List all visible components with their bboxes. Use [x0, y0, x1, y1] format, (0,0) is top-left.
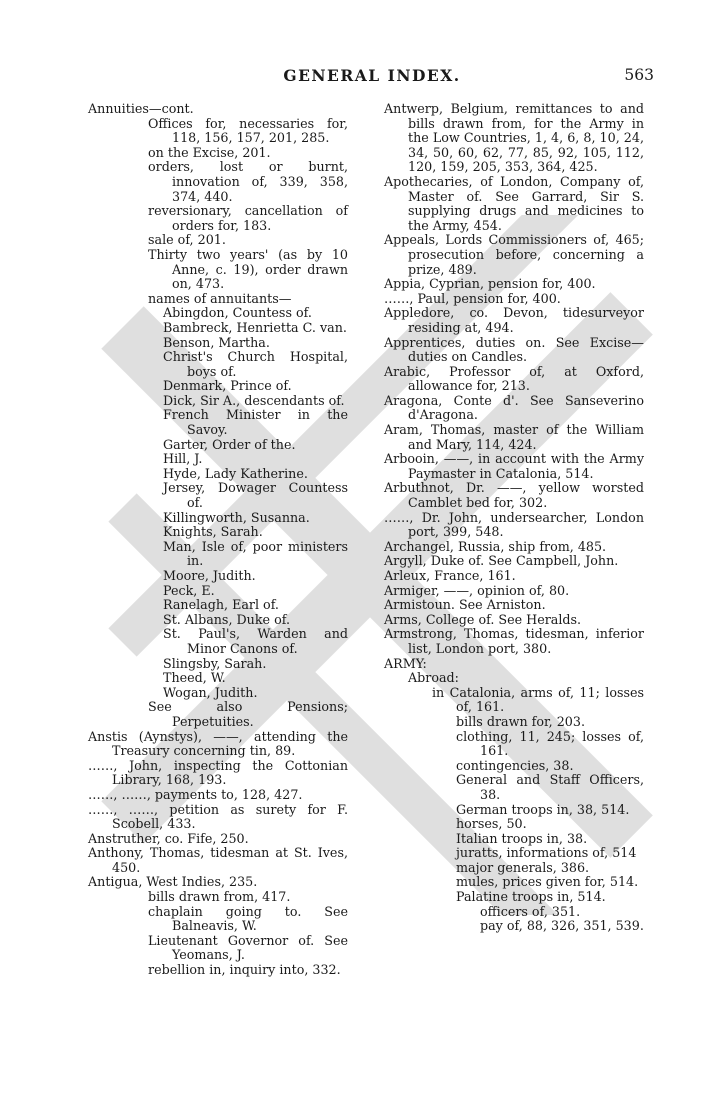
index-entry: Benson, Martha.: [163, 334, 270, 350]
index-entry: See also Pensions; Perpetuities.: [148, 699, 348, 729]
index-entry: Appia, Cyprian, pension for, 400.: [384, 276, 596, 292]
index-entry: Theed, W.: [163, 670, 226, 686]
index-entry: names of annuitants—: [148, 290, 292, 306]
index-entry: Denmark, Prince of.: [163, 378, 292, 394]
index-entry: ……, Paul, pension for, 400.: [384, 290, 561, 306]
running-title: GENERAL INDEX.: [283, 66, 461, 85]
index-entry: pay of, 88, 326, 351, 539.: [480, 918, 644, 934]
index-entry: French Minister in the Savoy.: [163, 407, 348, 438]
index-entry: sale of, 201.: [148, 232, 226, 248]
index-entry: Arbooin, ——, in account with the Army Paymaster in Catalonia, 514.: [384, 451, 644, 481]
index-entry: contingencies, 38.: [456, 757, 574, 773]
index-entry: Anthony, Thomas, tidesman at St. Ives, 450.: [88, 845, 348, 875]
index-entry: Palatine troops in, 514.: [456, 889, 606, 905]
index-entry: Garter, Order of the.: [163, 436, 296, 452]
index-entry: Italian troops in, 38.: [456, 830, 588, 846]
index-entry: Bambreck, Henrietta C. van.: [163, 319, 347, 335]
index-entry: horses, 50.: [456, 816, 527, 832]
index-entry: Killingworth, Susanna.: [163, 509, 310, 525]
index-entry: Moore, Judith.: [163, 568, 256, 583]
index-entry: Armistoun. See Arniston.: [384, 597, 546, 613]
index-entry: Antigua, West Indies, 235.: [88, 874, 258, 890]
index-entry: major generals, 386.: [456, 859, 590, 875]
index-entry: reversionary, cancellation of orders for, 183.: [148, 203, 348, 233]
index-entry: St. Albans, Duke of.: [163, 611, 290, 627]
index-entry: Christ's Church Hospital, boys of.: [163, 349, 348, 379]
index-entry: Armstrong, Thomas, tidesman, inferior list, London port, 380.: [384, 626, 644, 656]
index-entry: juratts, informations of, 514: [456, 845, 637, 861]
page-number: 563: [624, 66, 654, 84]
index-entry: Peck, E.: [163, 582, 215, 598]
index-entry: Apprentices, duties on. See Excise—duties on Candles.: [384, 334, 644, 365]
index-entry: Antwerp, Belgium, remittances to and bills drawn from, for the Army in the Low Countries, 1, 4, 6, 8, 10, 24, 34, 50, 60, 62, 77, 85, 92, 105, 112, 120, 159, 205, 353, 364, 425.: [384, 101, 644, 175]
index-entry: St. Paul's, Warden and Minor Canons of.: [163, 626, 348, 656]
index-entry: mules, prices given for, 514.: [456, 874, 639, 890]
index-entry: Appeals, Lords Commissioners of, 465; prosecution before, concerning a prize, 489.: [384, 232, 644, 277]
index-entry: Offices for, necessaries for, 118, 156, 157, 201, 285.: [148, 115, 348, 146]
page-header: [90, 66, 654, 90]
index-entry: Thirty two years' (as by 10 Anne, c. 19), order drawn on, 473.: [148, 246, 348, 292]
index-entry: General and Staff Officers, 38.: [456, 772, 644, 802]
index-entry: Aram, Thomas, master of the William and Mary, 114, 424.: [384, 422, 644, 452]
index-entry: Anstis (Aynstys), ——, attending the Treasury concerning tin, 89.: [88, 728, 348, 759]
index-entry: Aragona, Conte d'. See Sanseverino d'Aragona.: [384, 392, 644, 423]
index-entry: Knights, Sarah.: [163, 524, 263, 540]
index-entry: Wogan, Judith.: [163, 684, 258, 700]
index-entry: Abingdon, Countess of.: [163, 305, 312, 321]
index-entry: Ranelagh, Earl of.: [163, 597, 279, 613]
index-entry: ……, ……, petition as surety for F. Scobell, 433.: [88, 801, 348, 832]
index-entry: Apothecaries, of London, Company of, Master of. See Garrard, Sir S. supplying drugs and medicines to the Army, 454.: [384, 173, 644, 233]
index-entry: Jersey, Dowager Countess of.: [163, 480, 348, 511]
index-entry: Arms, College of. See Heralds.: [384, 611, 582, 627]
index-entry: Anstruther, co. Fife, 250.: [88, 830, 249, 846]
index-entry: Lieutenant Governor of. See Yeomans, J.: [148, 932, 348, 963]
index-entry: Arleux, France, 161.: [384, 568, 516, 583]
index-entry: German troops in, 38, 514.: [456, 801, 630, 817]
index-entry: chaplain going to. See Balneavis, W.: [148, 903, 348, 934]
left-column: [88, 102, 348, 978]
index-entry: ……, Dr. John, undersearcher, London port, 399, 548.: [384, 509, 644, 540]
right-column: [384, 102, 644, 934]
index-entry: Dick, Sir A., descendants of.: [163, 392, 345, 408]
index-entry: bills drawn for, 203.: [456, 713, 585, 729]
index-entry: Arabic, Professor of, at Oxford, allowance for, 213.: [384, 363, 644, 394]
index-entry: bills drawn from, 417.: [148, 889, 291, 905]
index-entry: Argyll, Duke of. See Campbell, John.: [384, 553, 619, 569]
index-entry: on the Excise, 201.: [148, 144, 271, 160]
index-entry: Annuities—cont.: [88, 101, 194, 116]
index-entry: in Catalonia, arms of, 11; losses of, 161.: [432, 684, 644, 715]
index-entry: Arbuthnot, Dr. ——, yellow worsted Camblet bed for, 302.: [384, 480, 644, 511]
index-entry: rebellion in, inquiry into, 332.: [148, 962, 341, 978]
index-entry: orders, lost or burnt, innovation of, 339, 358, 374, 440.: [148, 159, 348, 204]
index-entry: ……, John, inspecting the Cottonian Library, 168, 193.: [88, 757, 348, 788]
index-entry: Hill, J.: [163, 451, 203, 467]
index-entry: Hyde, Lady Katherine.: [163, 465, 308, 481]
index-entry: ARMY:: [384, 655, 427, 671]
index-entry: Appledore, co. Devon, tidesurveyor residing at, 494.: [384, 305, 644, 335]
index-entry: Armiger, ——, opinion of, 80.: [384, 582, 570, 598]
index-entry: officers of, 351.: [480, 903, 581, 919]
index-entry: Abroad:: [408, 670, 459, 686]
index-entry: Archangel, Russia, ship from, 485.: [384, 538, 607, 554]
index-entry: ……, ……, payments to, 128, 427.: [88, 786, 303, 802]
index-entry: clothing, 11, 245; losses of, 161.: [456, 728, 644, 759]
index-entry: Slingsby, Sarah.: [163, 655, 267, 671]
index-entry: Man, Isle of, poor ministers in.: [163, 538, 348, 569]
